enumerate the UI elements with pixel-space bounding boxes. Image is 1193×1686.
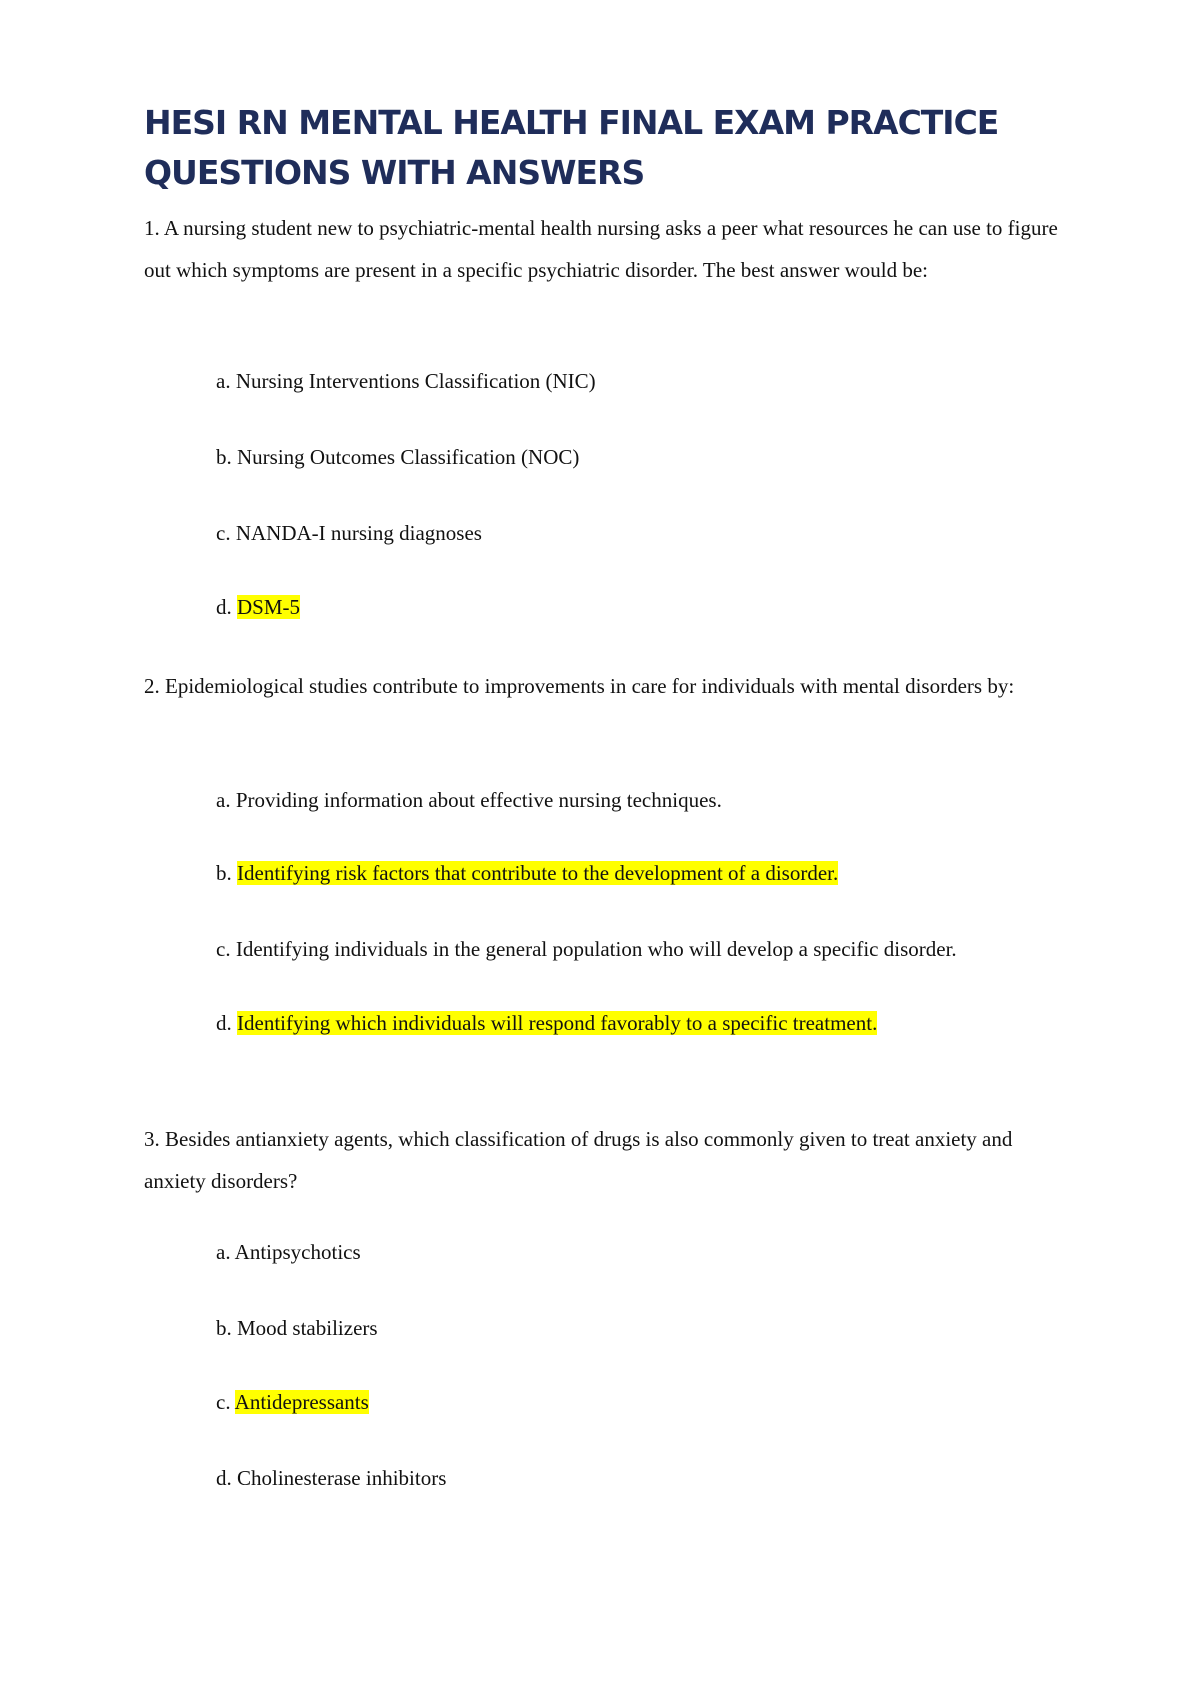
question-2-option-a xyxy=(216,785,722,815)
option-letter: c. xyxy=(216,1390,231,1414)
question-3-option-d xyxy=(216,1463,446,1493)
answer-highlight: Antidepressants xyxy=(234,1390,369,1414)
question-1-option-b xyxy=(216,442,579,472)
question-2-option-b xyxy=(216,858,838,888)
option-letter: a. xyxy=(216,788,231,812)
option-text: Antipsychotics xyxy=(234,1240,361,1264)
option-text: Nursing Outcomes Classification (NOC) xyxy=(237,445,580,469)
option-letter: b. xyxy=(216,861,232,885)
option-letter: b. xyxy=(216,445,232,469)
question-1-option-d xyxy=(216,592,300,622)
answer-highlight: DSM-5 xyxy=(237,595,301,619)
option-letter: d. xyxy=(216,595,232,619)
option-text: NANDA-I nursing diagnoses xyxy=(235,521,482,545)
question-3-option-c xyxy=(216,1387,369,1417)
document-title: HESI RN MENTAL HEALTH FINAL EXAM PRACTICE QUESTIONS WITH ANSWERS xyxy=(144,103,999,192)
question-1-option-c xyxy=(216,518,482,548)
option-letter: c. xyxy=(216,521,231,545)
option-letter: a. xyxy=(216,1240,231,1264)
option-text: Nursing Interventions Classification (NIC) xyxy=(235,369,596,393)
answer-highlight: Identifying which individuals will respond favorably to a specific treatment. xyxy=(237,1011,878,1035)
option-letter: c. xyxy=(216,937,231,961)
question-3-option-a xyxy=(216,1237,361,1267)
question-3-stem: 3. Besides antianxiety agents, which classification of drugs is also commonly given to treat anxiety and anxiety disorders? xyxy=(144,1127,1013,1193)
question-3-option-b xyxy=(216,1313,378,1343)
option-letter: d. xyxy=(216,1466,232,1490)
answer-highlight: Identifying risk factors that contribute to the development of a disorder. xyxy=(237,861,839,885)
option-text: Mood stabilizers xyxy=(237,1316,378,1340)
option-text: Identifying individuals in the general population who will develop a specific disorder. xyxy=(235,937,957,961)
question-2-option-d xyxy=(216,1008,877,1038)
option-letter: d. xyxy=(216,1011,232,1035)
option-text: Providing information about effective nursing techniques. xyxy=(235,788,722,812)
question-2-option-c xyxy=(216,934,957,964)
option-text: Cholinesterase inhibitors xyxy=(237,1466,447,1490)
question-1-stem: 1. A nursing student new to psychiatric-mental health nursing asks a peer what resources he can use to figure out which symptoms are present in a specific psychiatric disorder. The best answer would be: xyxy=(144,216,1058,282)
option-letter: b. xyxy=(216,1316,232,1340)
question-2-stem: 2. Epidemiological studies contribute to improvements in care for individuals with mental disorders by: xyxy=(144,674,1015,698)
question-1-option-a xyxy=(216,366,596,396)
option-letter: a. xyxy=(216,369,231,393)
